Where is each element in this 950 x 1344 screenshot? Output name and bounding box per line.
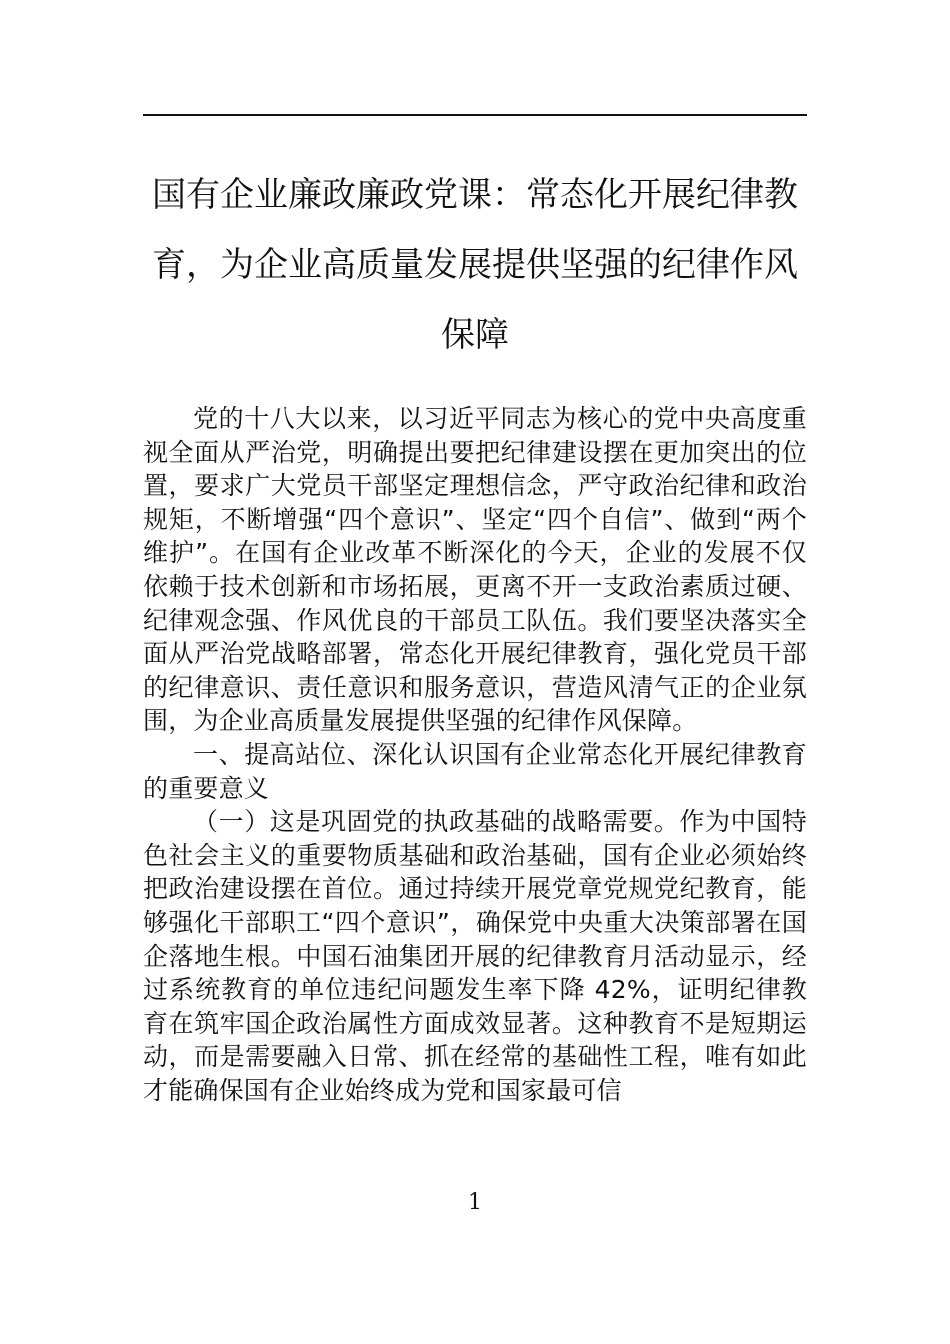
section-heading: 一、提高站位、深化认识国有企业常态化开展纪律教育的重要意义: [143, 739, 807, 803]
subsection-paragraph: （一）这是巩固党的执政基础的战略需要。作为中国特色社会主义的重要物质基础和政治基础，国有企业必须始终把政治建设摆在首位。通过持续开展党章党规党纪教育，能够强化干部职工“四个意识”，确保党中央重大决策部署在国企落地生根。中国石油集团开展的纪律教育月活动显示，经过系统教育的单位违纪问题发生率下降 42%，证明纪律教育在筑牢国企政治属性方面成效显著。这种教育不是短期运动，而是需要融入日常、抓在经常的基础性工程，唯有如此才能确保国有企业始终成为党和国家最可信: [143, 807, 807, 1105]
page-number: 1: [468, 1190, 482, 1215]
header-rule: [143, 114, 807, 116]
intro-paragraph: 党的十八大以来，以习近平同志为核心的党中央高度重视全面从严治党，明确提出要把纪律建设摆在更加突出的位置，要求广大党员干部坚定理想信念，严守政治纪律和政治规矩，不断增强“四个意识”、坚定“四个自信”、做到“两个维护”。在国有企业改革不断深化的今天，企业的发展不仅依赖于技术创新和市场拓展，更离不开一支政治素质过硬、纪律观念强、作风优良的干部员工队伍。我们要坚决落实全面从严治党战略部署，常态化开展纪律教育，强化党员干部的纪律意识、责任意识和服务意识，营造风清气正的企业氛围，为企业高质量发展提供坚强的纪律作风保障。: [143, 404, 807, 736]
document-body: [143, 402, 807, 1107]
document-title: 国有企业廉政廉政党课：常态化开展纪律教育，为企业高质量发展提供坚强的纪律作风保障: [152, 175, 798, 355]
